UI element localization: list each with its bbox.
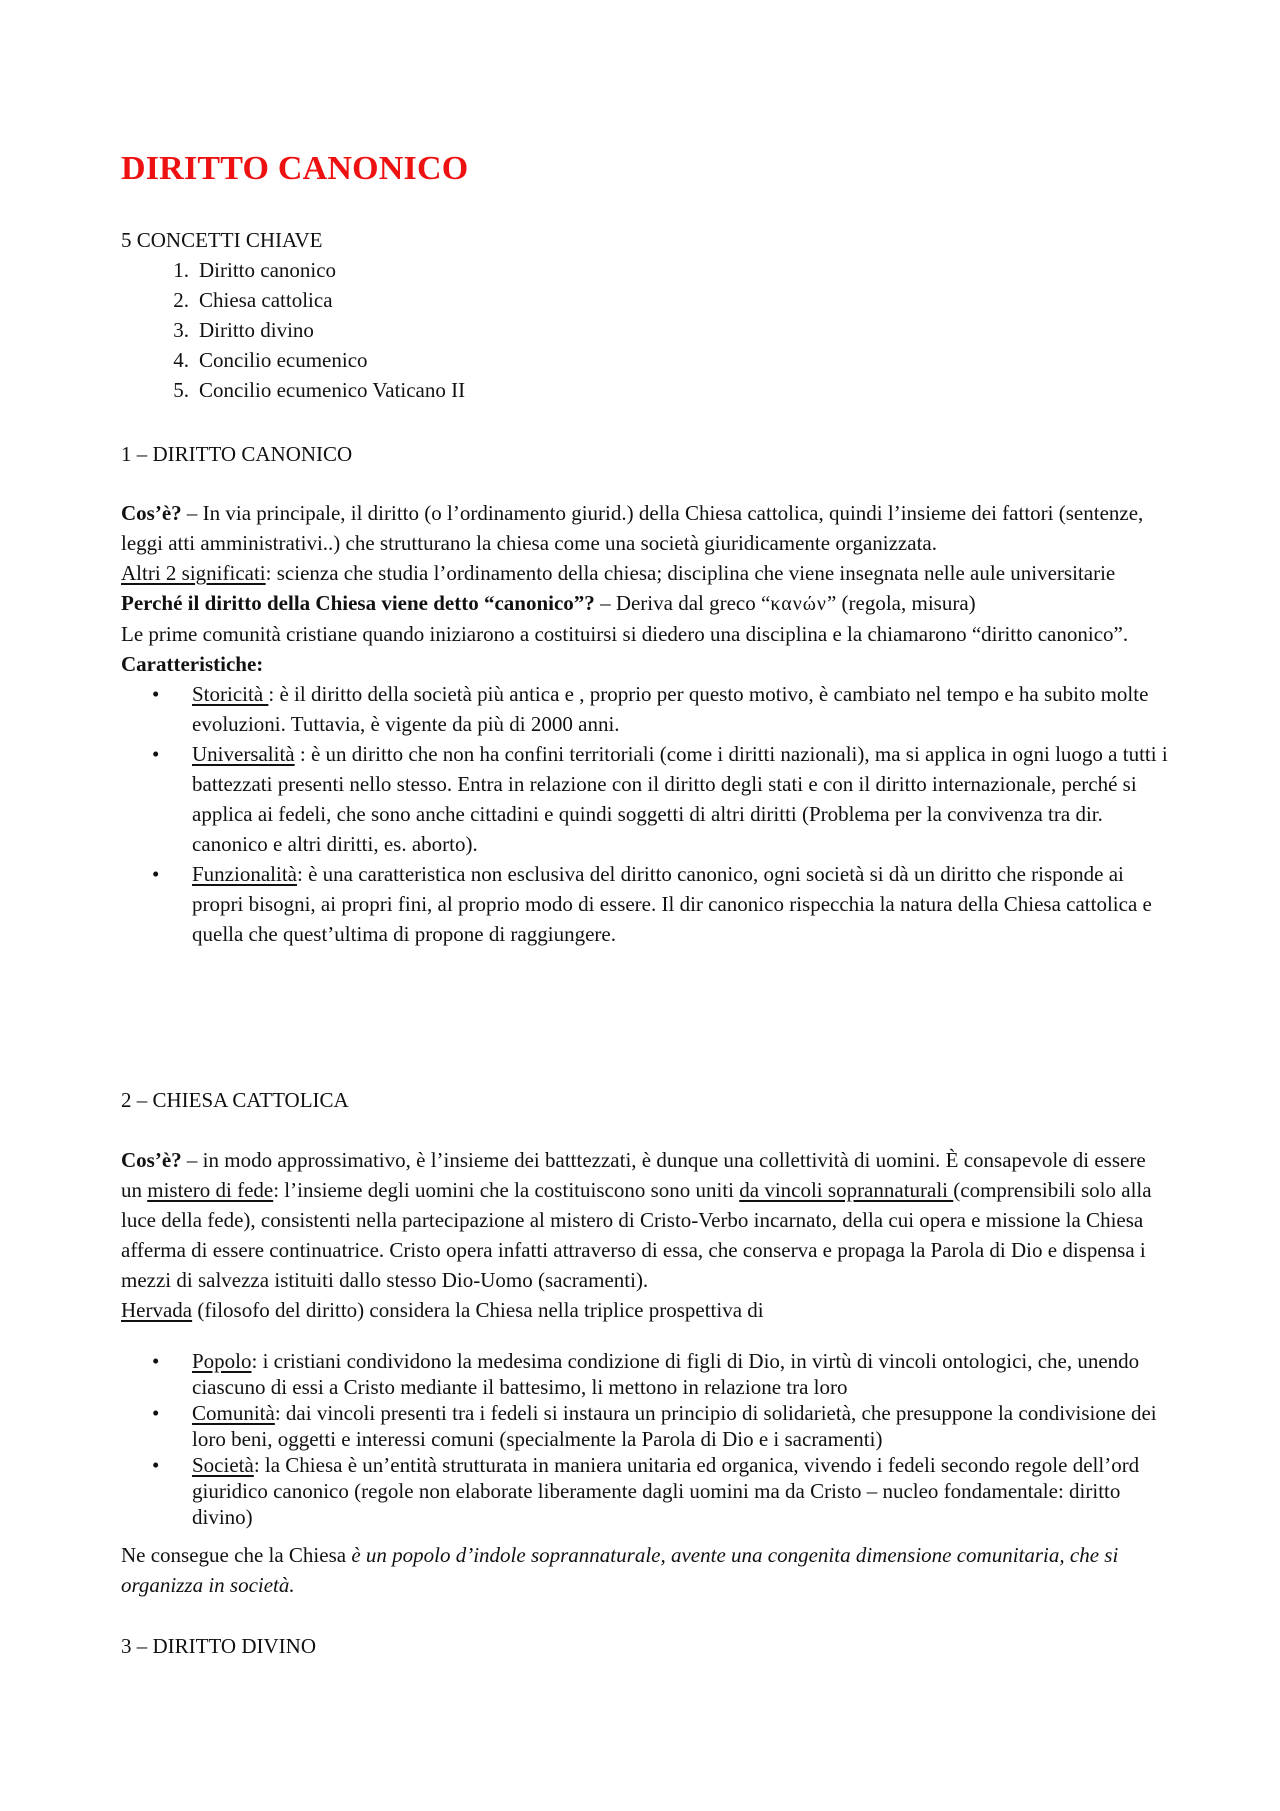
vincoli-label: da vincoli soprannaturali (739, 1178, 954, 1202)
cose-text: – in modo approssimativo, è l’insieme dei batttezzati, è dunque una collettività di uomini. È consapevole di essere un (121, 1148, 1146, 1202)
hervada-text: (filosofo del diritto) considera la Chiesa nella triplice prospettiva di (192, 1298, 764, 1322)
bullet-label: Comunità (192, 1401, 275, 1425)
bullet-label: Universalità (192, 742, 295, 766)
bullet-icon: • (152, 742, 160, 766)
bullet-icon: • (152, 1401, 160, 1425)
bullet-text: : è il diritto della società più antica e , proprio per questo motivo, è cambiato nel tempo e ha subito molte evoluzioni. Tuttavia, è vigente da più di 2000 anni. (192, 682, 1149, 736)
document-title: DIRITTO CANONICO (121, 150, 469, 187)
paragraph-prime: Le prime comunità cristiane quando iniziarono a costituirsi si diedero una disciplina e la chiamarono “diritto canonico”. (121, 622, 1129, 646)
bullet-label: Società (192, 1453, 254, 1477)
list-item (121, 1400, 1171, 1452)
bullet-icon: • (152, 1453, 160, 1477)
greek-word: κανών (770, 593, 827, 615)
bullet-text: : è un diritto che non ha confini territoriali (come i diritti nazionali), ma si applica in ogni luogo a tutti i battezzati presenti nello stesso. Entra in relazione con il diritto degli stati e con il diritto internazionale, perché si applica ai fedeli, che sono anche cittadini e quindi soggetti di altri diritti (Problema per la convivenza tra dir. canonico e altri diritti, es. aborto). (192, 742, 1168, 856)
list-item (121, 285, 1171, 315)
caratteristiche-heading (121, 649, 1171, 679)
section-2-heading-block (121, 1085, 1171, 1115)
list-item-label: Diritto divino (199, 318, 314, 342)
caratteristiche-list (121, 679, 1171, 949)
cose-label: Cos’è? (121, 1148, 182, 1172)
section-2-conclusion (121, 1540, 1171, 1600)
list-number: 4. (173, 348, 189, 372)
section-2-bullets-block (121, 1348, 1171, 1530)
conclusion-italic: è un popolo d’indole soprannaturale, avente una congenita dimensione comunitaria, che si organizza in società. (121, 1543, 1119, 1597)
cose-text-end: (comprensibili solo alla luce della fede), consistenti nella partecipazione al mistero di Cristo-Verbo incarnato, della cui opera e missione la Chiesa afferma di essere continuatrice. Cristo opera infatti attraverso di essa, che conserva e propaga la Parola di Dio e dispensa i mezzi di salvezza istituiti dallo stesso Dio-Uomo (sacramenti). (121, 1178, 1152, 1292)
list-item (121, 375, 1171, 405)
paragraph-cose (121, 498, 1171, 558)
list-number: 1. (173, 258, 189, 282)
section-heading: 1 – DIRITTO CANONICO (121, 442, 353, 466)
paragraph-altri (121, 558, 1171, 588)
section-1-body (121, 498, 1171, 949)
cose-label: Cos’è? (121, 501, 182, 525)
caratteristiche-label: Caratteristiche: (121, 652, 264, 676)
paragraph-cose (121, 1145, 1171, 1295)
cose-text: – In via principale, il diritto (o l’ordinamento giurid.) della Chiesa cattolica, quindi l’insieme dei fattori (sentenze, leggi atti amministrativi..) che strutturano la chiesa come una società giuridicamente organizzata. (121, 501, 1144, 555)
list-item (121, 255, 1171, 285)
bullet-label: Popolo (192, 1349, 252, 1373)
list-item-label: Diritto canonico (199, 258, 337, 282)
altri-text: : scienza che studia l’ordinamento della chiesa; disciplina che viene insegnata nelle aule universitarie (265, 561, 1116, 585)
mistero-label: mistero di fede (147, 1178, 274, 1202)
list-item-label: Concilio ecumenico Vaticano II (199, 378, 466, 402)
section-1-heading-block (121, 439, 1171, 469)
bullet-label: Funzionalità (192, 862, 297, 886)
key-concepts-heading: 5 CONCETTI CHIAVE (121, 228, 323, 252)
list-item (121, 739, 1171, 859)
cose-text-mid: : l’insieme degli uomini che la costituiscono sono uniti (273, 1178, 740, 1202)
paragraph-conclusion (121, 1540, 1171, 1600)
list-item-label: Concilio ecumenico (199, 348, 368, 372)
list-item (121, 859, 1171, 949)
key-concepts-section (121, 225, 1171, 405)
perche-label: Perché il diritto della Chiesa viene detto “canonico”? (121, 591, 595, 615)
paragraph-perche (121, 588, 1171, 619)
conclusion-text: Ne consegue che la Chiesa (121, 1543, 352, 1567)
bullet-icon: • (152, 682, 160, 706)
prospettive-list (121, 1348, 1171, 1530)
paragraph-hervada (121, 1295, 1171, 1325)
perche-text: – Deriva dal greco “ (594, 591, 771, 615)
bullet-text: : dai vincoli presenti tra i fedeli si instaura un principio di solidarietà, che presuppone la condivisione dei loro beni, oggetti e interessi comuni (specialmente la Parola di Dio e i sacramenti) (192, 1401, 1157, 1451)
hervada-label: Hervada (121, 1298, 193, 1322)
list-item (121, 1452, 1171, 1530)
list-item-label: Chiesa cattolica (199, 288, 333, 312)
list-item (121, 1348, 1171, 1400)
altri-label: Altri 2 significati (121, 561, 266, 585)
bullet-icon: • (152, 1349, 160, 1373)
list-number: 3. (173, 318, 189, 342)
list-number: 2. (173, 288, 189, 312)
bullet-text: : la Chiesa è un’entità strutturata in maniera unitaria ed organica, vivendo i fedeli secondo regole dell’ord giuridico canonico (regole non elaborate liberamente dagli uomini ma da Cristo – nucleo fondamentale: diritto divino) (192, 1453, 1140, 1529)
list-item (121, 315, 1171, 345)
key-concepts-list (121, 255, 1171, 405)
list-number: 5. (173, 378, 189, 402)
list-item (121, 679, 1171, 739)
bullet-label: Storicità (192, 682, 269, 706)
bullet-text: : è una caratteristica non esclusiva del diritto canonico, ogni società si dà un diritto che risponde ai propri bisogni, ai propri fini, al proprio modo di essere. Il dir canonico rispecchia la natura della Chiesa cattolica e quella che quest’ultima di propone di raggiungere. (192, 862, 1152, 946)
bullet-text: : i cristiani condividono la medesima condizione di figli di Dio, in virtù di vincoli ontologici, che, unendo ciascuno di essi a Cristo mediante il battesimo, li mettono in relazione tra loro (192, 1349, 1140, 1399)
section-2-body (121, 1145, 1171, 1325)
bullet-icon: • (152, 862, 160, 886)
perche-text-end: ” (regola, misura) (826, 591, 976, 615)
section-heading: 2 – CHIESA CATTOLICA (121, 1088, 349, 1112)
list-item (121, 345, 1171, 375)
section-heading: 3 – DIRITTO DIVINO (121, 1634, 316, 1658)
section-3-heading-block (121, 1631, 1171, 1661)
